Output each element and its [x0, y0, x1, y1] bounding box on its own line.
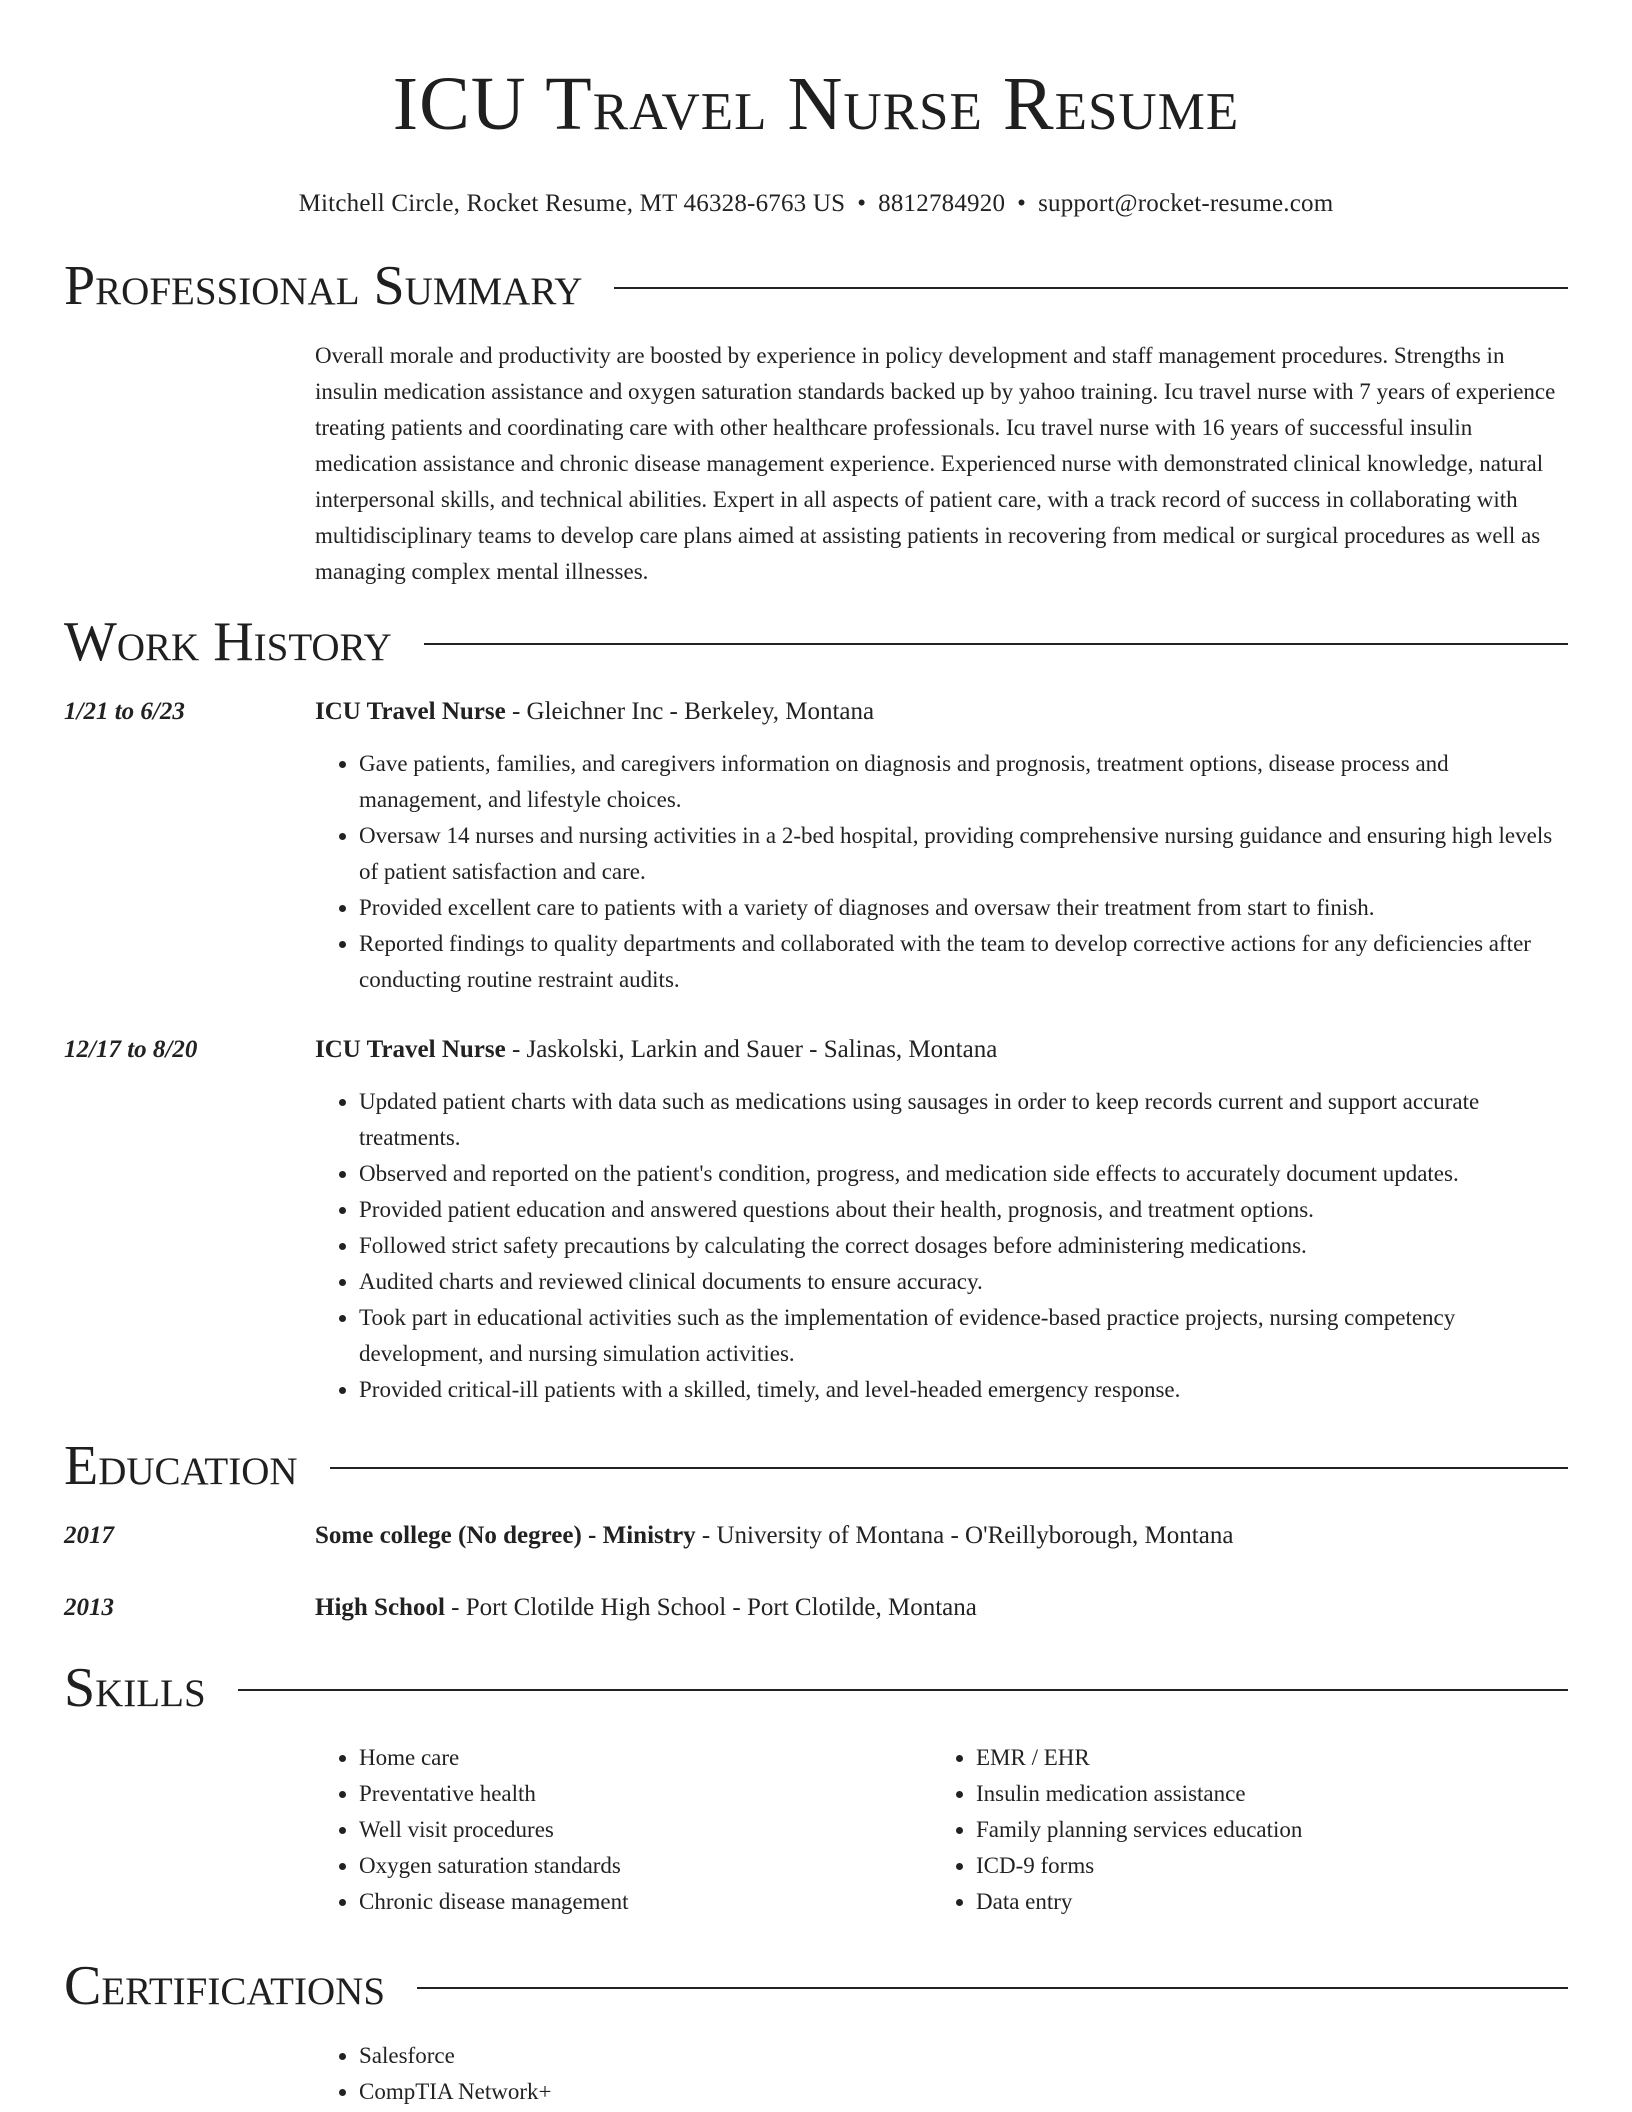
education-heading: [315, 1518, 1568, 1554]
education-year: 2013: [64, 1594, 114, 1621]
contact-phone: 8812784920: [878, 190, 1006, 217]
job-bullet: • Followed strict safety precautions by calculating the correct dosages before administering medications.: [359, 1228, 1568, 1264]
section-heading-work: Work History: [64, 611, 392, 673]
skill-item: • Data entry: [976, 1884, 1549, 1920]
contact-line: [64, 188, 1568, 220]
section-divider: [424, 643, 1568, 645]
job-details: - Gleichner Inc - Berkeley, Montana: [505, 698, 875, 725]
education-year: 2017: [64, 1522, 114, 1549]
job-bullet: • Provided patient education and answered questions about their health, prognosis, and treatment options.: [359, 1192, 1568, 1228]
job-dates: 12/17 to 8/20: [64, 1036, 198, 1063]
job-dates: 1/21 to 6/23: [64, 698, 185, 725]
section-divider: [614, 287, 1568, 289]
contact-separator: •: [857, 190, 867, 217]
education-degree: High School: [315, 1594, 445, 1621]
certification-item: • Salesforce: [359, 2038, 1568, 2074]
section-divider: [238, 1689, 1568, 1691]
skills-section-header: [64, 1656, 1568, 1720]
skill-item: • Preventative health: [359, 1776, 932, 1812]
skill-item: • EMR / EHR: [976, 1740, 1549, 1776]
job-bullet-list: [315, 746, 1568, 998]
job-bullet: • Oversaw 14 nurses and nursing activities in a 2-bed hospital, providing comprehensive nursing guidance and ensuring high levels of patient satisfaction and care.: [359, 818, 1568, 890]
job-bullet: • Updated patient charts with data such as medications using sausages in order to keep records current and support accurate treatments.: [359, 1084, 1568, 1156]
job-heading: [315, 1032, 1568, 1068]
education-details: - Port Clotilde High School - Port Clotilde, Montana: [444, 1594, 977, 1621]
job-bullet: • Took part in educational activities such as the implementation of evidence-based practice projects, nursing competency development, and nursing simulation activities.: [359, 1300, 1568, 1372]
certifications-list: [315, 2038, 1568, 2110]
skills-list-left: [315, 1740, 932, 1920]
contact-address: Mitchell Circle, Rocket Resume, MT 46328-6763 US: [298, 190, 846, 217]
job-bullets-row: [64, 1084, 1568, 1408]
skill-item: • Family planning services education: [976, 1812, 1549, 1848]
resume-title: ICU Travel Nurse Resume: [392, 62, 1240, 146]
section-heading-summary: Professional Summary: [64, 255, 583, 317]
job-bullets-row: [64, 746, 1568, 998]
resume-page: [64, 0, 1568, 2110]
education-entry: [64, 1590, 1568, 1626]
section-divider: [417, 1987, 1568, 1989]
skill-item: • ICD-9 forms: [976, 1848, 1549, 1884]
job-bullet: • Reported findings to quality departments and collaborated with the team to develop corrective actions for any deficiencies after conducting routine restraint audits.: [359, 926, 1568, 998]
education-degree: Some college (No degree) - Ministry: [315, 1522, 696, 1549]
summary-text: Overall morale and productivity are boosted by experience in policy development and staff management procedures. Strengths in insulin medication assistance and oxygen saturation standards backed up by yahoo training. Icu travel nurse with 7 years of experience treating patients and coordinating care with other healthcare professionals. Icu travel nurse with 16 years of successful insulin medication assistance and chronic disease management experience. Experienced nurse with demonstrated clinical knowledge, natural interpersonal skills, and technical abilities. Expert in all aspects of patient care, with a track record of success in collaborating with multidisciplinary teams to develop care plans aimed at assisting patients in recovering from medical or surgical procedures as well as managing complex mental illnesses.: [315, 343, 1556, 584]
skill-item: • Well visit procedures: [359, 1812, 932, 1848]
job-bullet: • Provided excellent care to patients with a variety of diagnoses and oversaw their treatment from start to finish.: [359, 890, 1568, 926]
contact-separator: •: [1017, 190, 1027, 217]
job-bullet: • Provided critical-ill patients with a skilled, timely, and level-headed emergency response.: [359, 1372, 1568, 1408]
job-bullet: • Audited charts and reviewed clinical documents to ensure accuracy.: [359, 1264, 1568, 1300]
job-bullet-list: [315, 1084, 1568, 1408]
skill-item: • Home care: [359, 1740, 932, 1776]
certification-item: • CompTIA Network+: [359, 2074, 1568, 2110]
job-title: ICU Travel Nurse: [315, 1036, 506, 1063]
skills-grid: [315, 1740, 1568, 1920]
job-bullet: • Observed and reported on the patient's condition, progress, and medication side effects to accurately document updates.: [359, 1156, 1568, 1192]
section-heading-certifications: Certifications: [64, 1955, 386, 2017]
job-entry: [64, 694, 1568, 730]
education-details: - University of Montana - O'Reillyborough, Montana: [695, 1522, 1234, 1549]
education-heading: [315, 1590, 1568, 1626]
skills-list-right: [932, 1740, 1549, 1920]
certifications-section-header: [64, 1954, 1568, 2018]
section-heading-education: Education: [64, 1435, 298, 1497]
contact-email: support@rocket-resume.com: [1038, 190, 1334, 217]
section-divider: [330, 1467, 1568, 1469]
job-title: ICU Travel Nurse: [315, 698, 506, 725]
education-entry: [64, 1518, 1568, 1554]
job-bullet: • Gave patients, families, and caregivers information on diagnosis and prognosis, treatment options, disease process and management, and lifestyle choices.: [359, 746, 1568, 818]
work-section-header: [64, 610, 1568, 674]
certifications-list-wrapper: [315, 2038, 1568, 2110]
job-details: - Jaskolski, Larkin and Sauer - Salinas, Montana: [505, 1036, 998, 1063]
section-heading-skills: Skills: [64, 1657, 206, 1719]
job-entry: [64, 1032, 1568, 1068]
skill-item: • Insulin medication assistance: [976, 1776, 1549, 1812]
summary-section-header: [64, 254, 1568, 318]
skill-item: • Oxygen saturation standards: [359, 1848, 932, 1884]
education-section-header: [64, 1434, 1568, 1498]
skill-item: • Chronic disease management: [359, 1884, 932, 1920]
job-heading: [315, 694, 1568, 730]
